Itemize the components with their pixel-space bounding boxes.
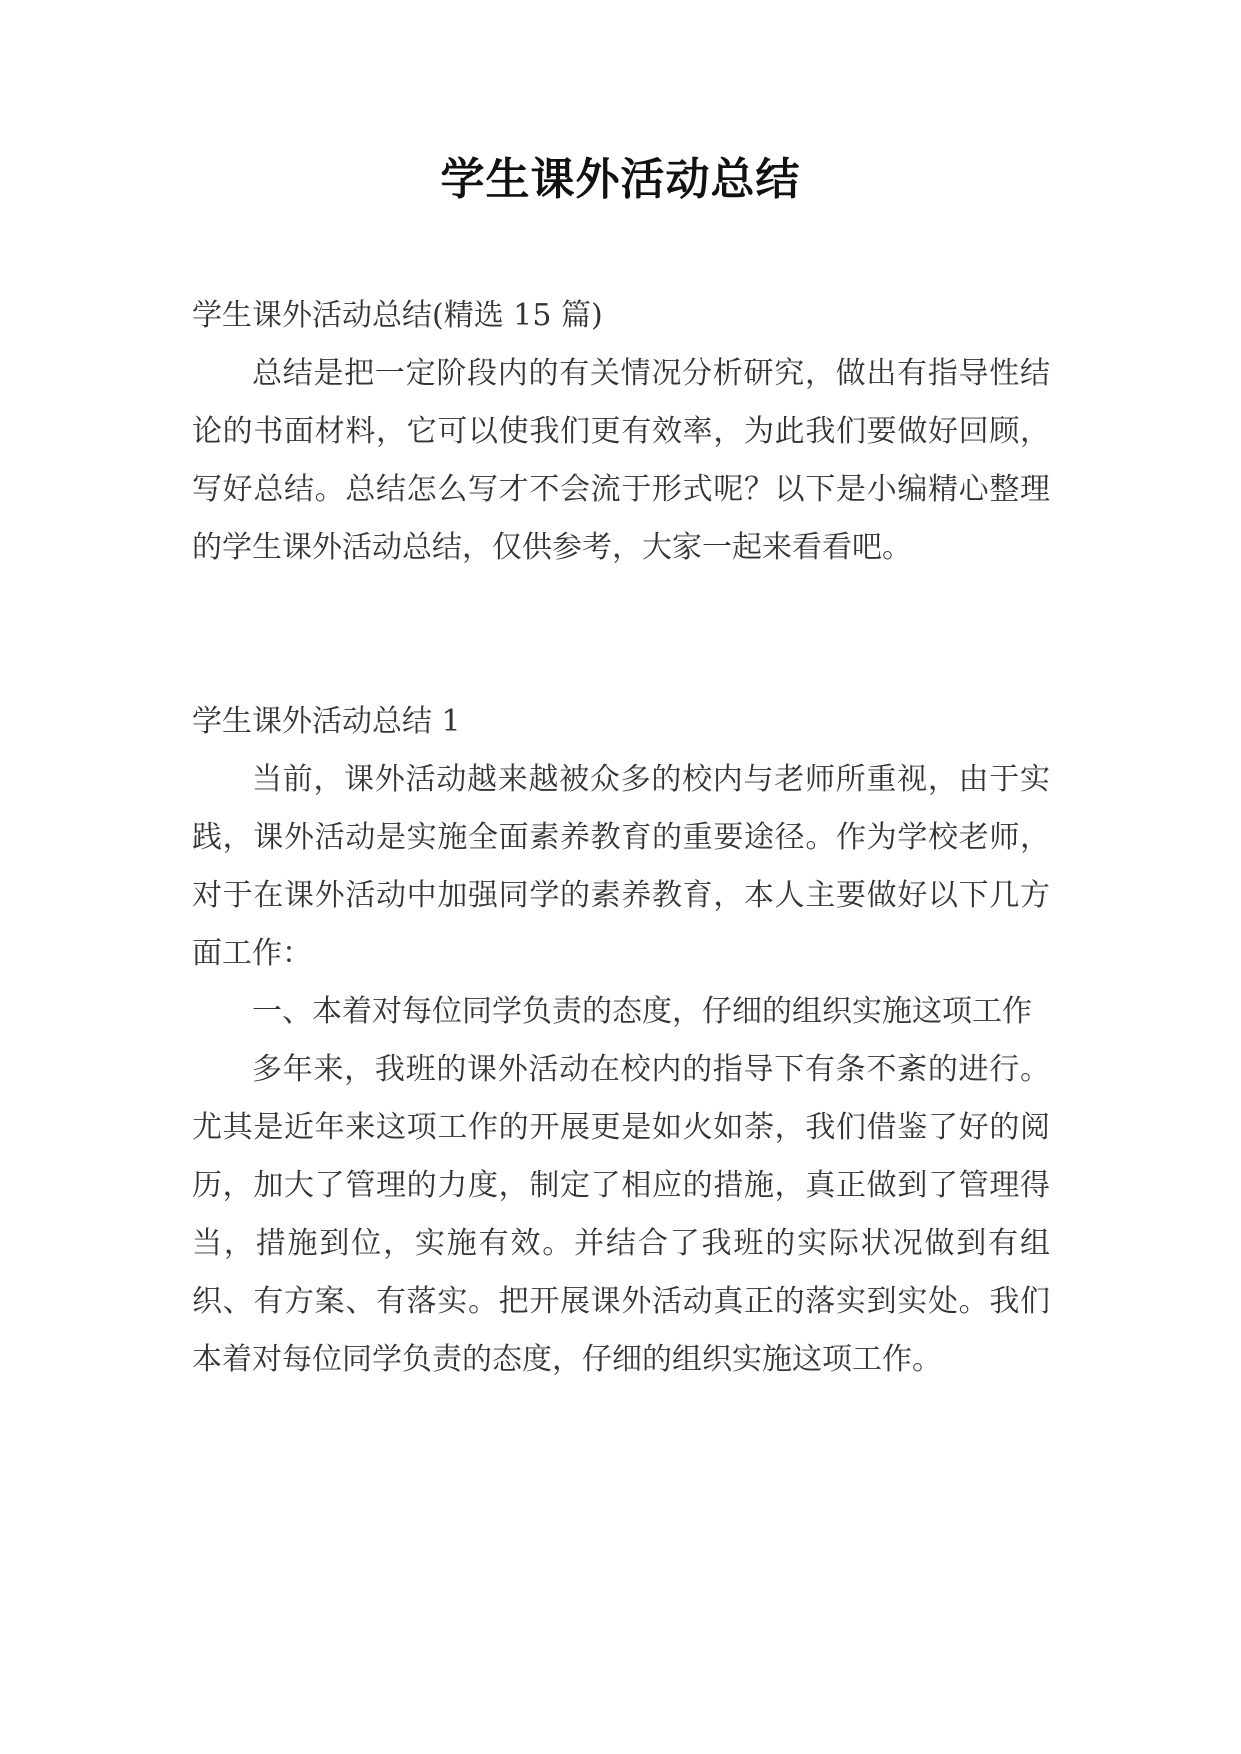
body-paragraph: 当前，课外活动越来越被众多的校内与老师所重视，由于实践，课外活动是实施全面素养教育的重要途径。作为学校老师，对于在课外活动中加强同学的素养教育，本人主要做好以下几方面工作： — [192, 762, 1050, 971]
document-body — [192, 287, 1050, 1389]
document-subtitle: 学生课外活动总结(精选 15 篇) — [192, 298, 603, 333]
body-paragraph: 多年来，我班的课外活动在校内的指导下有条不紊的进行。尤其是近年来这项工作的开展更是如火如荼，我们借鉴了好的阅历，加大了管理的力度，制定了相应的措施，真正做到了管理得当，措施到位，实施有效。并结合了我班的实际状况做到有组织、有方案、有落实。把开展课外活动真正的落实到实处。我们本着对每位同学负责的态度，仔细的组织实施这项工作。 — [192, 1052, 1050, 1377]
section-spacer — [192, 577, 1050, 693]
document-title: 学生课外活动总结 — [440, 154, 801, 205]
body-paragraph: 一、本着对每位同学负责的态度，仔细的组织实施这项工作 — [252, 994, 1032, 1029]
intro-paragraph: 总结是把一定阶段内的有关情况分析研究，做出有指导性结论的书面材料，它可以使我们更有效率，为此我们要做好回顾，写好总结。总结怎么写才不会流于形式呢？以下是小编精心整理的学生课外活动总结，仅供参考，大家一起来看看吧。 — [192, 356, 1050, 565]
section-heading: 学生课外活动总结 1 — [192, 704, 461, 739]
